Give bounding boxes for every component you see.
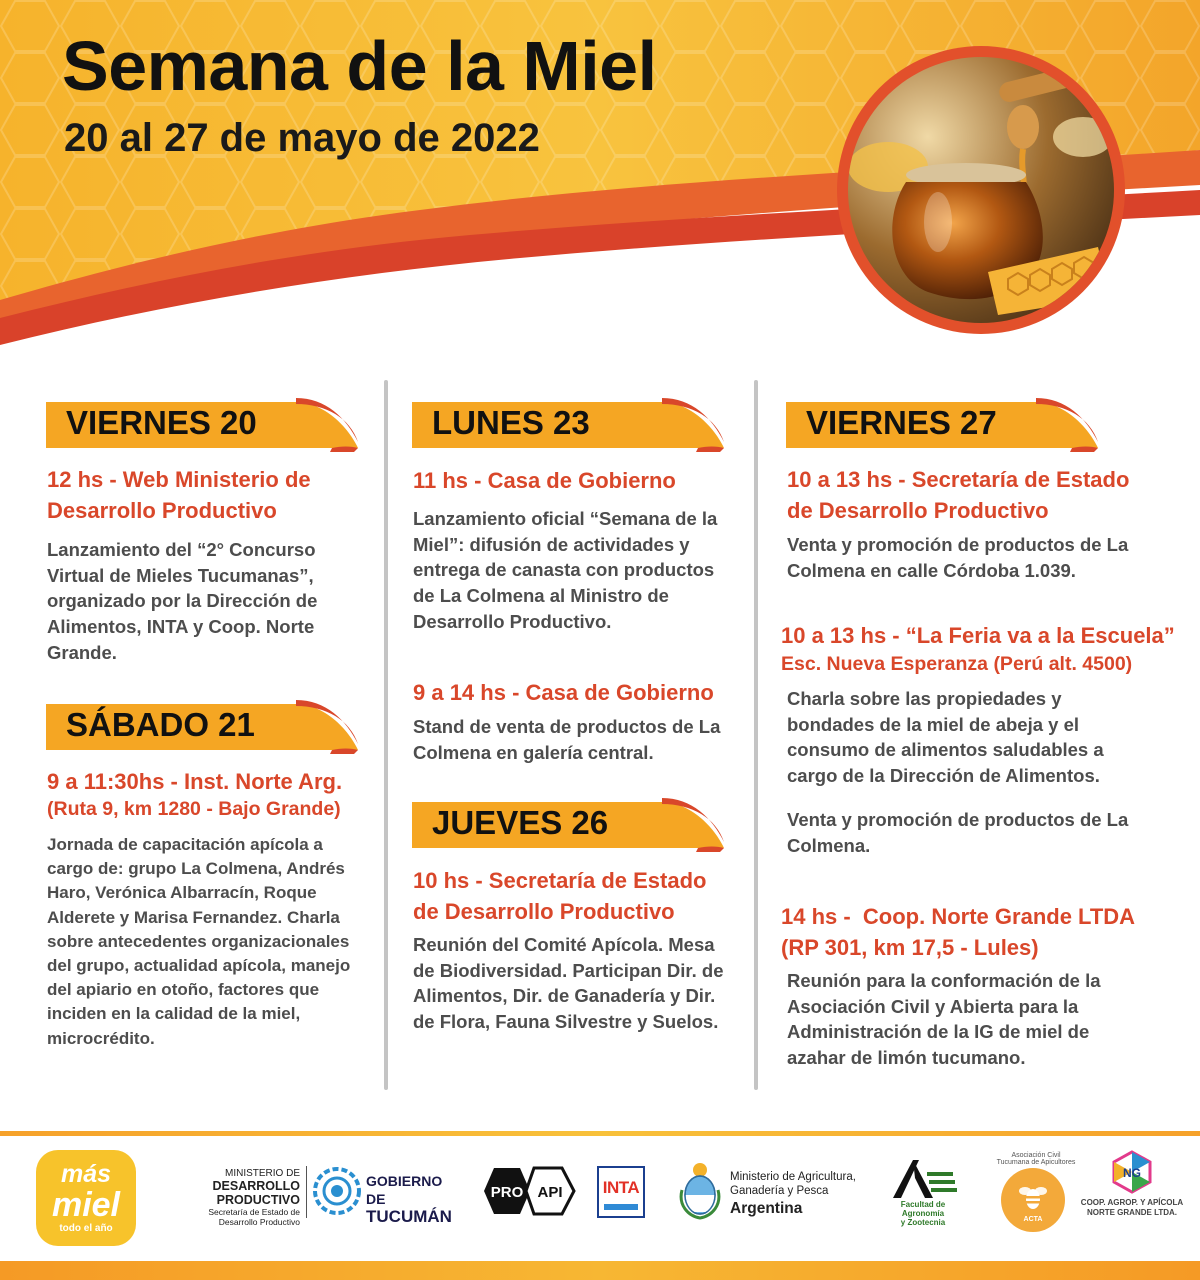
bee-icon — [1018, 1182, 1048, 1212]
event-title-line: 12 hs - Web Ministerio de — [47, 467, 311, 492]
event-title-line: de Desarrollo Productivo — [787, 498, 1049, 523]
day-label: VIERNES 20 — [66, 404, 257, 441]
logo-text: DESARROLLO PRODUCTIVO — [212, 1179, 300, 1207]
day-label: LUNES 23 — [432, 404, 590, 441]
mas-miel-logo — [36, 1150, 136, 1246]
event-title — [413, 865, 706, 927]
logo-text: PRO — [490, 1184, 524, 1201]
event-title-line: Desarrollo Productivo — [47, 498, 277, 523]
column-divider-1 — [384, 380, 388, 1090]
event-description: Charla sobre las propiedades y bondades de la miel de abeja y el consumo de alimentos saludables a cargo de la Dirección de Alimentos. — [787, 688, 1104, 787]
logo-text: GOBIERNO DE — [366, 1173, 443, 1207]
logo-text: MINISTERIO DE — [224, 1168, 300, 1179]
event-description: Venta y promoción de productos de La Colmena. — [787, 809, 1129, 856]
inta-stripe — [604, 1204, 638, 1210]
event-title: 10 a 13 hs - “La Feria va a la Escuela” — [781, 623, 1175, 648]
event-title-line: 10 hs - Secretaría de Estado — [413, 868, 707, 893]
event-title-line: 10 a 13 hs - Secretaría de Estado — [787, 467, 1130, 492]
day-header-lunes-23 — [412, 398, 724, 452]
day-header-viernes-27 — [786, 398, 1098, 452]
event-title: 11 hs - Casa de Gobierno — [413, 468, 676, 493]
event-title-line: 14 hs - Coop. Norte Grande LTDA — [781, 904, 1136, 929]
sun-emblem-icon — [312, 1166, 362, 1216]
logo-text: todo el año — [59, 1223, 113, 1234]
event-description: Lanzamiento del “2° Concurso Virtual de Mieles Tucumanas”, organizado por la Dirección de Alimentos, INTA y Coop. Norte Grande. — [47, 539, 318, 663]
day-header-sabado-21 — [46, 700, 358, 754]
day-label: JUEVES 26 — [432, 804, 609, 841]
acta-logo — [995, 1152, 1077, 1232]
event-title — [47, 464, 311, 526]
event-title — [781, 901, 1135, 963]
ministerio-desarrollo-logo — [140, 1168, 300, 1227]
event-title: 9 a 14 hs - Casa de Gobierno — [413, 680, 714, 705]
page-title: Semana de la Miel — [62, 27, 657, 105]
event-title — [787, 464, 1129, 526]
honey-jar-illustration — [848, 57, 1114, 323]
logo-text: Argentina — [730, 1200, 803, 1217]
logo-text: TUCUMÁN — [366, 1207, 452, 1226]
logo-text: Desarrollo Productivo — [218, 1217, 300, 1227]
event-location: Esc. Nueva Esperanza (Perú alt. 4500) — [781, 653, 1133, 675]
day-label: VIERNES 27 — [806, 404, 997, 441]
inta-logo — [597, 1166, 645, 1218]
proapi-hexagons-icon — [482, 1166, 576, 1216]
gobierno-tucuman-logo — [312, 1160, 462, 1226]
coop-norte-grande-logo — [1080, 1150, 1184, 1230]
event-description: Reunión para la conformación de la Asociación Civil y Abierta para la Administración de la IG de miel de azahar de limón tucumano. — [787, 970, 1101, 1069]
logo-text: Facultad de — [900, 1200, 946, 1209]
logo-text: más — [60, 1160, 112, 1188]
footer-bar — [0, 1261, 1200, 1280]
ng-mark-icon — [1110, 1150, 1154, 1194]
logo-text: y Zootecnia — [900, 1218, 946, 1227]
honey-jar-photo — [837, 46, 1125, 334]
event-description: Stand de venta de productos de La Colmena en galería central. — [413, 716, 721, 763]
event-title: 9 a 11:30hs - Inst. Norte Arg. — [47, 769, 343, 794]
day-header-viernes-20 — [46, 398, 358, 452]
facultad-agronomia-logo — [887, 1158, 959, 1228]
event-dates: 20 al 27 de mayo de 2022 — [64, 116, 540, 160]
logo-text: NG — [1123, 1166, 1141, 1180]
event-location: (Ruta 9, km 1280 - Bajo Grande) — [47, 798, 341, 820]
ministerio-agricultura-logo — [730, 1170, 880, 1218]
logo-text: COOP. AGROP. Y APÍCOLA — [1080, 1198, 1184, 1207]
logo-text: Agronomía — [901, 1209, 945, 1218]
event-title-line: de Desarrollo Productivo — [413, 899, 675, 924]
column-divider-2 — [754, 380, 758, 1090]
logo-text: NORTE GRANDE LTDA. — [1086, 1208, 1178, 1217]
logo-text: Asociación Civil Tucumana de Apicultores — [996, 1152, 1076, 1166]
event-description: Lanzamiento oficial “Semana de la Miel”: difusión de actividades y entrega de canasta con productos de La Colmena al Ministro de Desarrollo Productivo. — [413, 508, 718, 632]
event-title-line: (RP 301, km 17,5 - Lules) — [781, 935, 1039, 960]
logo-text: Ministerio de Agricultura, — [730, 1171, 856, 1183]
logo-text: INTA — [602, 1178, 640, 1197]
event-description: Reunión del Comité Apícola. Mesa de Biodiversidad. Participan Dir. de Alimentos, Dir. de Ganadería y Dir. de Flora, Fauna Silvestre y Suelos. — [413, 934, 724, 1033]
logo-text: Ganadería y Pesca — [730, 1185, 829, 1197]
facultad-mark-icon — [887, 1158, 959, 1200]
event-description: Venta y promoción de productos de La Colmena en calle Córdoba 1.039. — [787, 534, 1129, 581]
footer-divider — [0, 1131, 1200, 1136]
event-description: Jornada de capacitación apícola a cargo de: grupo La Colmena, Andrés Haro, Verónica Albarracín, Roque Alderete y Marisa Fernandez. Charla sobre antecedentes organizacionales del grupo, actualidad apícola, manejo del apiario en otoño, factores que inciden en la calidad de la miel, microcrédito. — [47, 835, 351, 1048]
logo-text: ACTA — [1023, 1216, 1043, 1223]
day-header-jueves-26 — [412, 798, 724, 852]
logo-text: API — [537, 1184, 563, 1201]
logo-text: miel — [51, 1186, 121, 1224]
proapi-logo — [482, 1166, 576, 1216]
argentina-coat-of-arms-icon — [678, 1160, 722, 1220]
day-label: SÁBADO 21 — [66, 706, 255, 743]
logo-text: Secretaría de Estado de — [208, 1207, 300, 1217]
logo-separator — [306, 1166, 307, 1218]
